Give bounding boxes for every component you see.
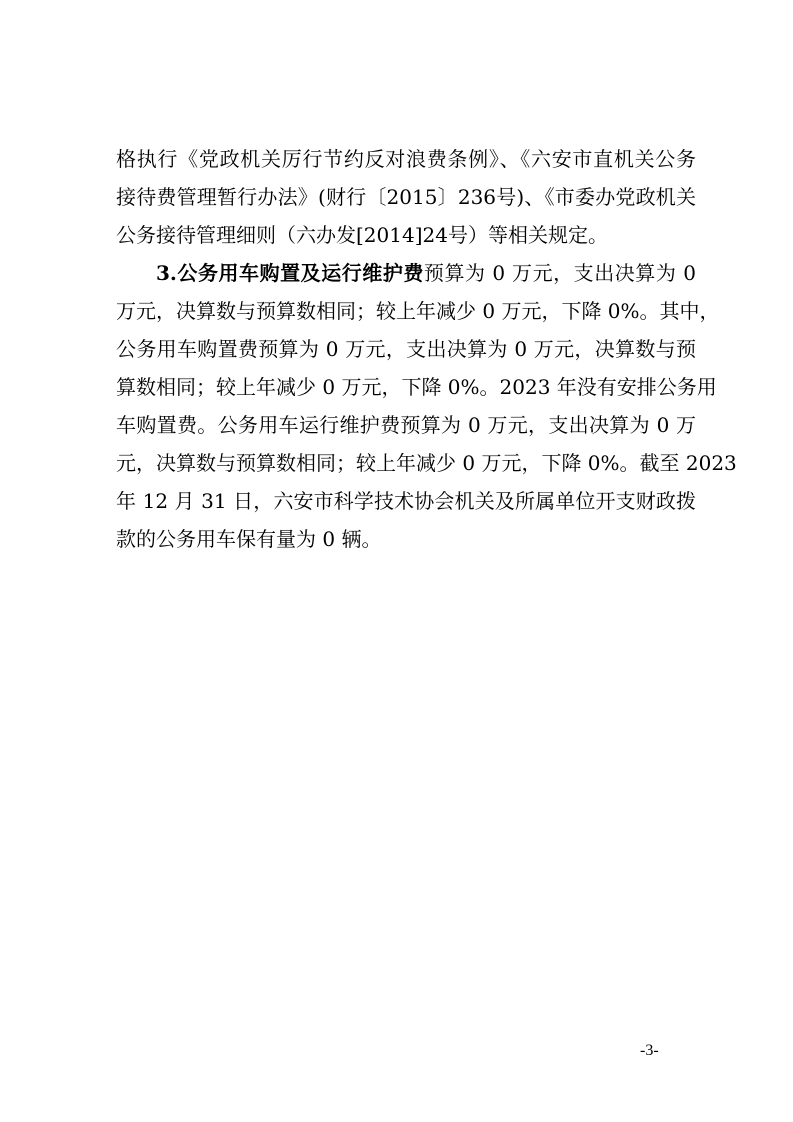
paragraph1-line-2: 接待费管理暂行办法》(财行〔2015〕236号)、《市委办党政机关 (116, 185, 696, 209)
paragraph2-line-4: 算数相同；较上年减少 0 万元，下降 0%。2023 年没有安排公务用 (116, 375, 717, 399)
paragraph1-line-1: 格执行《党政机关厉行节约反对浪费条例》、《六安市直机关公务 (116, 147, 696, 171)
page-number: -3- (640, 1042, 659, 1059)
paragraph2-line-3: 公务用车购置费预算为 0 万元，支出决算为 0 万元，决算数与预 (116, 337, 696, 361)
paragraph2-line-1 (156, 258, 696, 288)
paragraph1-line-3: 公务接待管理细则（六办发[2014]24号）等相关规定。 (116, 223, 608, 247)
paragraph2-line-5: 车购置费。公务用车运行维护费预算为 0 万元，支出决算为 0 万 (116, 413, 696, 437)
paragraph2-line-1-text: 预算为 0 万元，支出决算为 0 (423, 261, 696, 285)
paragraph2-line-2: 万元，决算数与预算数相同；较上年减少 0 万元，下降 0%。其中， (116, 299, 720, 323)
paragraph2-line-7: 年 12 月 31 日，六安市科学技术协会机关及所属单位开支财政拨 (116, 489, 696, 513)
section-heading: 3.公务用车购置及运行维护费 (156, 261, 424, 285)
paragraph2-line-8: 款的公务用车保有量为 0 辆。 (116, 527, 382, 551)
paragraph2-line-6: 元，决算数与预算数相同；较上年减少 0 万元，下降 0%。截至 2023 (116, 451, 737, 475)
